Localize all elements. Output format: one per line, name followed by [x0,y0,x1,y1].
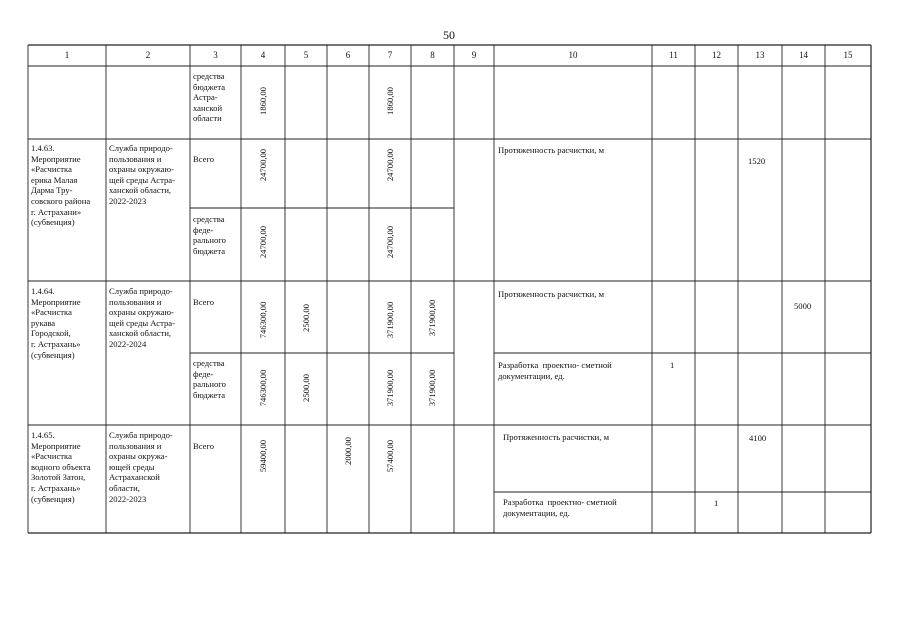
measure-name: 1.4.63. Мероприятие «Расчистка ерика Малая Дарма Тру- совского района г. Астрахани» (субвенция) [31,143,91,228]
column-header-11: 11 [669,50,678,60]
column-header-2: 2 [145,50,151,60]
indicator-name: Протяженность расчистки, м [498,145,605,155]
indicator-name: Разработка проектно- сметной документации, ед. [498,360,612,381]
funding-source-regional: средства бюджета Астра- ханской области [193,71,226,124]
column-header-5: 5 [303,50,309,60]
amount-cell: 24700,00 [258,225,268,259]
amount-cell: 1860,00 [385,87,395,115]
amount-cell: 2500,00 [301,374,311,402]
measure-name: 1.4.65. Мероприятие «Расчистка водного объекта Золотой Затон, г. Астрахань» (субвенция) [31,430,91,504]
column-header-8: 8 [430,50,435,60]
amount-cell: 371900,00 [427,369,437,407]
column-header-15: 15 [843,50,853,60]
funding-total-label: Всего [193,441,215,451]
column-header-13: 13 [755,50,765,60]
executor-name: Служба природо- пользования и охраны окружа- ющей среды Астраханской области, 2022-2023 [109,430,173,504]
column-header-9: 9 [471,50,477,60]
amount-cell: 24700,00 [385,148,395,182]
amount-cell: 746300,00 [258,369,268,407]
amount-cell: 24700,00 [258,148,268,182]
indicator-value: 5000 [794,301,812,311]
column-header-1: 1 [64,50,70,60]
amount-cell: 2500,00 [301,304,311,332]
column-header-12: 12 [712,50,721,60]
amount-cell: 371900,00 [385,369,395,407]
indicator-name: Разработка проектно- сметной документации, ед. [503,497,617,518]
indicator-value: 1 [714,498,719,508]
amount-cell: 57400,00 [385,439,395,473]
funding-total-label: Всего [193,297,215,307]
indicator-value: 1 [670,360,675,370]
funding-source-federal: средства феде- рального бюджета [193,214,226,256]
amount-cell: 1860,00 [258,87,268,115]
column-header-7: 7 [387,50,393,60]
column-header-4: 4 [260,50,266,60]
column-header-3: 3 [213,50,218,60]
amount-cell: 59400,00 [258,439,268,473]
indicator-name: Протяженность расчистки, м [498,289,605,299]
indicator-name: Протяженность расчистки, м [503,432,610,442]
executor-name: Служба природо- пользования и охраны окружаю- щей среды Астра- ханской области, 2022-2023 [109,143,175,206]
page-number: 50 [443,28,455,42]
funding-total-label: Всего [193,154,215,164]
executor-name: Служба природо- пользования и охраны окружаю- щей среды Астра- ханской области, 2022-2024 [109,286,175,349]
amount-cell: 371900,00 [385,301,395,339]
column-header-14: 14 [799,50,808,60]
funding-source-federal: средства феде- рального бюджета [193,358,226,400]
indicator-value: 1520 [748,156,766,166]
indicator-value: 4100 [749,433,767,443]
amount-cell: 371900,00 [427,299,437,337]
amount-cell: 2000,00 [343,437,353,465]
amount-cell: 746300,00 [258,301,268,339]
column-header-10: 10 [568,50,578,60]
measure-name: 1.4.64. Мероприятие «Расчистка рукава Городской, г. Астрахань» (субвенция) [31,286,81,360]
column-header-6: 6 [345,50,351,60]
amount-cell: 24700,00 [385,225,395,259]
